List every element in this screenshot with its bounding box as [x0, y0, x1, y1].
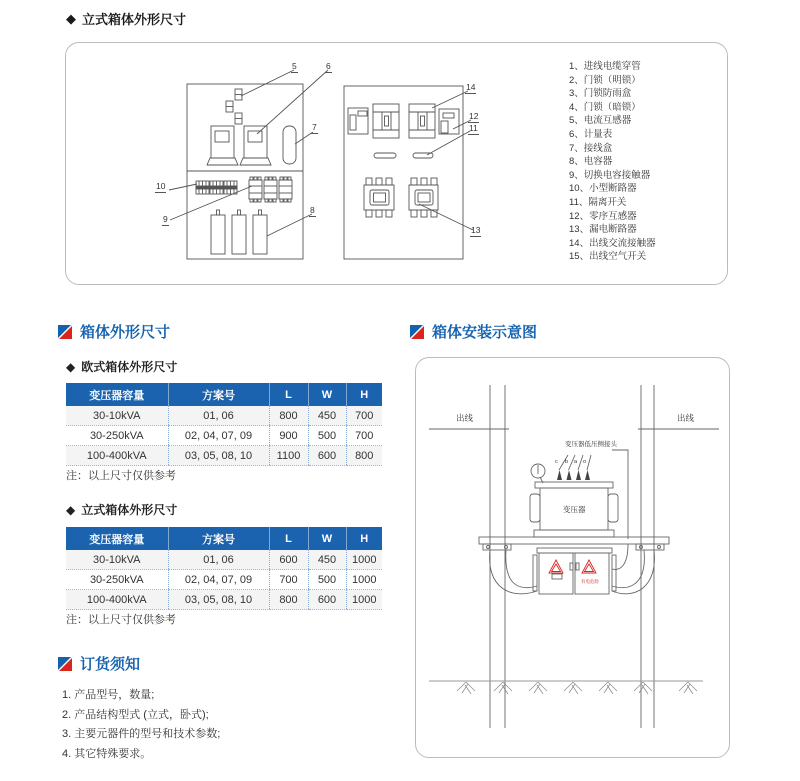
- legend-item: 6、计量表: [569, 128, 613, 140]
- callout-9: 9: [163, 214, 168, 224]
- door-warning-text: 有电危险: [581, 579, 599, 584]
- callout-11: 11: [469, 123, 478, 133]
- section-title-dimensions: 箱体外形尺寸: [80, 324, 171, 341]
- outlet-label-left: 出线: [456, 413, 474, 423]
- legend-item: 9、切换电容接触器: [569, 169, 651, 181]
- transformer-label: 变压器: [563, 505, 586, 514]
- table-cell: 01, 06: [168, 406, 269, 426]
- table-cell: 03, 05, 08, 10: [168, 446, 269, 466]
- table-cell: 600: [308, 590, 346, 610]
- callout-6: 6: [326, 61, 331, 71]
- euro-dimensions-table: [66, 383, 382, 466]
- component-legend: [569, 60, 656, 264]
- legend-item: 5、电流互感器: [569, 115, 632, 127]
- layout-diagram-panel: [65, 42, 728, 285]
- section-marker-icon: [58, 657, 72, 671]
- ordering-item: 1. 产品型号，数量;: [62, 689, 155, 701]
- lv-connector-label: 变压器低压侧接头: [565, 441, 617, 448]
- table-cell: 1100: [269, 446, 308, 466]
- table-cell: 450: [308, 550, 346, 570]
- table-cell: 30-250kVA: [66, 426, 168, 446]
- legend-item: 15、出线空气开关: [569, 251, 647, 263]
- section-header-ordering: [58, 653, 140, 674]
- legend-item: 3、门锁防雨盒: [569, 88, 632, 100]
- table-cell: 1000: [346, 570, 382, 590]
- table-cell: 600: [308, 446, 346, 466]
- legend-item: 14、出线交流接触器: [569, 237, 656, 249]
- ordering-notes-list: [62, 686, 220, 764]
- table-row: [66, 426, 382, 446]
- legend-item: 12、零序互感器: [569, 210, 637, 222]
- top-section-title: [66, 9, 186, 28]
- table-cell: 30-10kVA: [66, 550, 168, 570]
- callout-7: 7: [312, 122, 317, 132]
- section-header-dimensions: [58, 321, 170, 342]
- section-header-install: [410, 321, 537, 342]
- phase-label-o: o: [583, 459, 587, 465]
- diamond-bullet-icon: ◆: [66, 10, 76, 26]
- table-cell: 500: [308, 570, 346, 590]
- legend-item: 10、小型断路器: [569, 183, 637, 195]
- section-title-install: 箱体安装示意图: [432, 324, 538, 341]
- table-header-cell: L: [269, 383, 308, 406]
- phase-label-a: a: [574, 459, 578, 465]
- table-header-cell: 方案号: [168, 383, 269, 406]
- table-cell: 600: [269, 550, 308, 570]
- table-cell: 800: [269, 406, 308, 426]
- diamond-bullet-icon: ◆: [66, 502, 76, 517]
- table-header-cell: H: [346, 527, 382, 550]
- diamond-bullet-icon: ◆: [66, 359, 76, 374]
- install-diagram-panel: [415, 357, 730, 758]
- table-cell: 900: [269, 426, 308, 446]
- callout-14: 14: [466, 82, 476, 92]
- table-row: [66, 446, 382, 466]
- table-header-row: [66, 527, 382, 550]
- table-header-cell: 变压器容量: [66, 527, 168, 550]
- table-header-row: [66, 383, 382, 406]
- legend-item: 1、进线电缆穿管: [569, 61, 641, 72]
- table-cell: 1000: [346, 590, 382, 610]
- legend-item: 13、漏电断路器: [569, 224, 637, 236]
- section-marker-icon: [410, 325, 424, 339]
- ordering-item: 4. 其它特殊要求。: [62, 747, 152, 760]
- table-header-cell: L: [269, 527, 308, 550]
- callout-10: 10: [156, 181, 166, 191]
- phase-label-b: b: [565, 459, 569, 465]
- table-cell: 450: [308, 406, 346, 426]
- callout-12: 12: [469, 111, 479, 121]
- legend-item: 4、门锁（暗锁）: [569, 101, 641, 113]
- table-row: [66, 550, 382, 570]
- table-cell: 1000: [346, 550, 382, 570]
- section-marker-icon: [58, 325, 72, 339]
- callout-5: 5: [292, 61, 297, 71]
- subheader-vertical-dimensions: [66, 501, 177, 518]
- table-cell: 700: [269, 570, 308, 590]
- vertical-dimensions-table: [66, 527, 382, 610]
- subheader-euro-dimensions: [66, 358, 177, 375]
- table-cell: 03, 05, 08, 10: [168, 590, 269, 610]
- ordering-item: 2. 产品结构型式 (立式，卧式);: [62, 708, 209, 721]
- table-cell: 01, 06: [168, 550, 269, 570]
- callout-13: 13: [471, 225, 481, 235]
- top-section-title-text: 立式箱体外形尺寸: [82, 12, 187, 27]
- table-header-cell: W: [308, 527, 346, 550]
- table-cell: 100-400kVA: [66, 446, 168, 466]
- legend-item: 2、门锁（明锁）: [569, 74, 641, 86]
- table-cell: 02, 04, 07, 09: [168, 570, 269, 590]
- table-cell: 800: [346, 446, 382, 466]
- table-cell: 800: [269, 590, 308, 610]
- phase-label-c: c: [555, 459, 558, 465]
- vertical-table-note: 注：以上尺寸仅供参考: [66, 614, 176, 626]
- table-cell: 30-10kVA: [66, 406, 168, 426]
- table-cell: 700: [346, 426, 382, 446]
- subheader-euro-text: 欧式箱体外形尺寸: [81, 360, 178, 374]
- table-row: [66, 590, 382, 610]
- table-row: [66, 570, 382, 590]
- table-header-cell: H: [346, 383, 382, 406]
- table-cell: 500: [308, 426, 346, 446]
- legend-item: 11、隔离开关: [569, 196, 627, 208]
- table-header-cell: W: [308, 383, 346, 406]
- ordering-item: 3. 主要元器件的型号和技术参数;: [62, 728, 221, 740]
- table-row: [66, 406, 382, 426]
- subheader-vertical-text: 立式箱体外形尺寸: [81, 503, 178, 517]
- legend-item: 8、电容器: [569, 156, 613, 168]
- table-header-cell: 方案号: [168, 527, 269, 550]
- table-header-cell: 变压器容量: [66, 383, 168, 406]
- legend-item: 7、接线盒: [569, 142, 613, 154]
- section-title-ordering: 订货须知: [80, 656, 141, 673]
- outlet-label-right: 出线: [677, 413, 695, 423]
- euro-table-note: 注：以上尺寸仅供参考: [66, 470, 176, 482]
- table-cell: 100-400kVA: [66, 590, 168, 610]
- callout-8: 8: [310, 205, 315, 215]
- table-cell: 02, 04, 07, 09: [168, 426, 269, 446]
- table-cell: 30-250kVA: [66, 570, 168, 590]
- table-cell: 700: [346, 406, 382, 426]
